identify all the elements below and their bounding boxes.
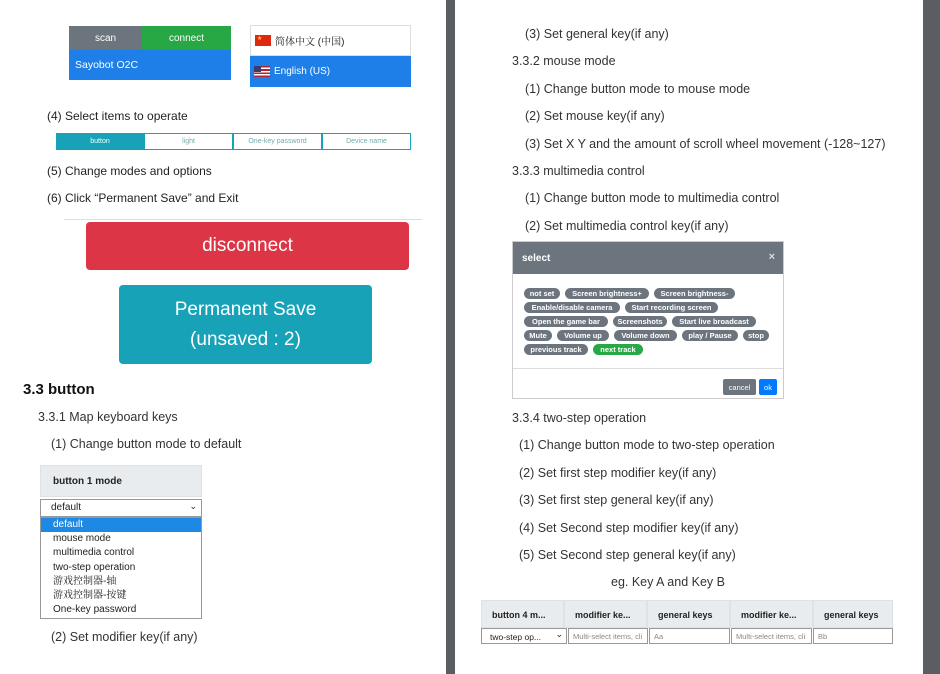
divider — [64, 219, 422, 220]
close-icon[interactable]: × — [768, 251, 775, 263]
chip-volume-up[interactable]: Volume up — [557, 330, 609, 341]
first-modifier-input[interactable]: Multi-select items, cli — [568, 628, 648, 644]
two-step-5: (5) Set Second step general key(if any) — [519, 548, 736, 562]
tab-button[interactable]: button — [56, 133, 144, 150]
step-1-text: (1) Change button mode to default — [51, 437, 242, 451]
chip-stop[interactable]: stop — [743, 330, 769, 341]
chip-mute[interactable]: Mute — [524, 330, 552, 341]
table-header-modifier-2: modifier ke... — [730, 600, 813, 628]
chip-start-live-broadcast[interactable]: Start live broadcast — [672, 316, 756, 327]
button-mode-options — [40, 517, 202, 619]
permanent-save-button[interactable] — [119, 285, 372, 364]
mouse-step-2: (2) Set mouse key(if any) — [525, 109, 665, 123]
step-2-text: (2) Set modifier key(if any) — [51, 630, 198, 644]
button-mode-header: button 1 mode — [40, 465, 202, 497]
tab-light[interactable]: light — [144, 133, 233, 150]
chip-next-track[interactable]: next track — [593, 344, 643, 355]
table-header-button-mode: button 4 m... — [481, 600, 564, 628]
unsaved-count-label: (unsaved : 2) — [190, 328, 301, 350]
mouse-step-3: (3) Set X Y and the amount of scroll wheel movement (-128~127) — [525, 137, 886, 151]
section-title: 3.3 button — [23, 381, 95, 398]
language-option-chinese[interactable] — [250, 25, 411, 56]
language-label-chinese: 简体中文 (中国) — [275, 37, 345, 48]
first-general-input[interactable]: Aa — [649, 628, 730, 644]
button-mode-select[interactable] — [40, 499, 202, 517]
connect-button[interactable]: connect — [142, 26, 231, 50]
subsection-331: 3.3.1 Map keyboard keys — [38, 410, 178, 424]
two-step-mode-select[interactable] — [481, 628, 567, 644]
two-step-2: (2) Set first step modifier key(if any) — [519, 466, 717, 480]
table-header-general-1: general keys — [647, 600, 730, 628]
chip-enable-camera[interactable]: Enable/disable camera — [524, 302, 620, 313]
permanent-save-label: Permanent Save — [174, 298, 317, 320]
modal-title: select — [522, 253, 551, 264]
modal-divider — [513, 368, 783, 369]
chevron-down-icon: ⌄ — [189, 501, 197, 511]
chip-screen-brightness-up[interactable]: Screen brightness+ — [565, 288, 649, 299]
subsection-332: 3.3.2 mouse mode — [512, 54, 616, 68]
cancel-button[interactable]: cancel — [723, 379, 756, 395]
device-selector[interactable]: Sayobot O2C — [69, 50, 231, 80]
multimedia-step-1: (1) Change button mode to multimedia control — [525, 191, 780, 205]
table-header-general-2: general keys — [813, 600, 893, 628]
tab-device-name[interactable]: Device name — [322, 133, 411, 150]
subsection-334: 3.3.4 two-step operation — [512, 411, 647, 425]
chip-not-set[interactable]: not set — [524, 288, 560, 299]
step-4-text: (4) Select items to operate — [47, 109, 188, 123]
table-header-modifier-1: modifier ke... — [564, 600, 647, 628]
us-flag-icon — [254, 66, 270, 77]
two-step-3: (3) Set first step general key(if any) — [519, 493, 714, 507]
chip-play-pause[interactable]: play / Pause — [682, 330, 738, 341]
two-step-mode-value: two-step op... — [490, 632, 542, 642]
option-default[interactable]: default — [41, 518, 201, 532]
tab-one-key-password[interactable]: One-key password — [233, 133, 322, 150]
disconnect-button[interactable]: disconnect — [86, 222, 409, 270]
option-gamepad-button[interactable]: 游戏控制器-按键 — [53, 589, 127, 601]
multimedia-step-2: (2) Set multimedia control key(if any) — [525, 219, 729, 233]
option-two-step-operation[interactable]: two-step operation — [53, 561, 136, 573]
general-key-step: (3) Set general key(if any) — [525, 27, 669, 41]
two-step-4: (4) Set Second step modifier key(if any) — [519, 521, 739, 535]
china-flag-icon — [255, 35, 271, 46]
chip-screenshots[interactable]: Screenshots — [613, 316, 667, 327]
chip-previous-track[interactable]: previous track — [524, 344, 588, 355]
select-modal — [512, 241, 784, 399]
button-mode-select-value: default — [51, 502, 82, 513]
language-label-english: English (US) — [274, 66, 331, 77]
chevron-down-icon: ⌄ — [555, 629, 563, 639]
second-modifier-input[interactable]: Multi-select items, cli — [731, 628, 812, 644]
left-page — [0, 0, 446, 674]
subsection-333: 3.3.3 multimedia control — [512, 164, 645, 178]
chip-volume-down[interactable]: Volume down — [614, 330, 677, 341]
chip-screen-brightness-down[interactable]: Screen brightness- — [654, 288, 735, 299]
mouse-step-1: (1) Change button mode to mouse mode — [525, 82, 751, 96]
second-general-input[interactable]: Bb — [813, 628, 893, 644]
chip-start-recording[interactable]: Start recording screen — [625, 302, 718, 313]
option-multimedia-control[interactable]: multimedia control — [53, 547, 135, 559]
option-one-key-password[interactable]: One-key password — [53, 604, 137, 616]
two-step-1: (1) Change button mode to two-step operation — [519, 438, 775, 452]
modal-header — [513, 242, 783, 274]
chip-open-game-bar[interactable]: Open the game bar — [524, 316, 608, 327]
option-gamepad-axis[interactable]: 游戏控制器-轴 — [53, 575, 117, 587]
step-5-text: (5) Change modes and options — [47, 164, 212, 178]
step-6-text: (6) Click “Permanent Save” and Exit — [47, 191, 239, 205]
language-option-english[interactable] — [250, 56, 411, 87]
scan-button[interactable]: scan — [69, 26, 142, 50]
option-mouse-mode[interactable]: mouse mode — [53, 533, 111, 545]
ok-button[interactable]: ok — [759, 379, 777, 395]
example-text: eg. Key A and Key B — [611, 575, 725, 589]
